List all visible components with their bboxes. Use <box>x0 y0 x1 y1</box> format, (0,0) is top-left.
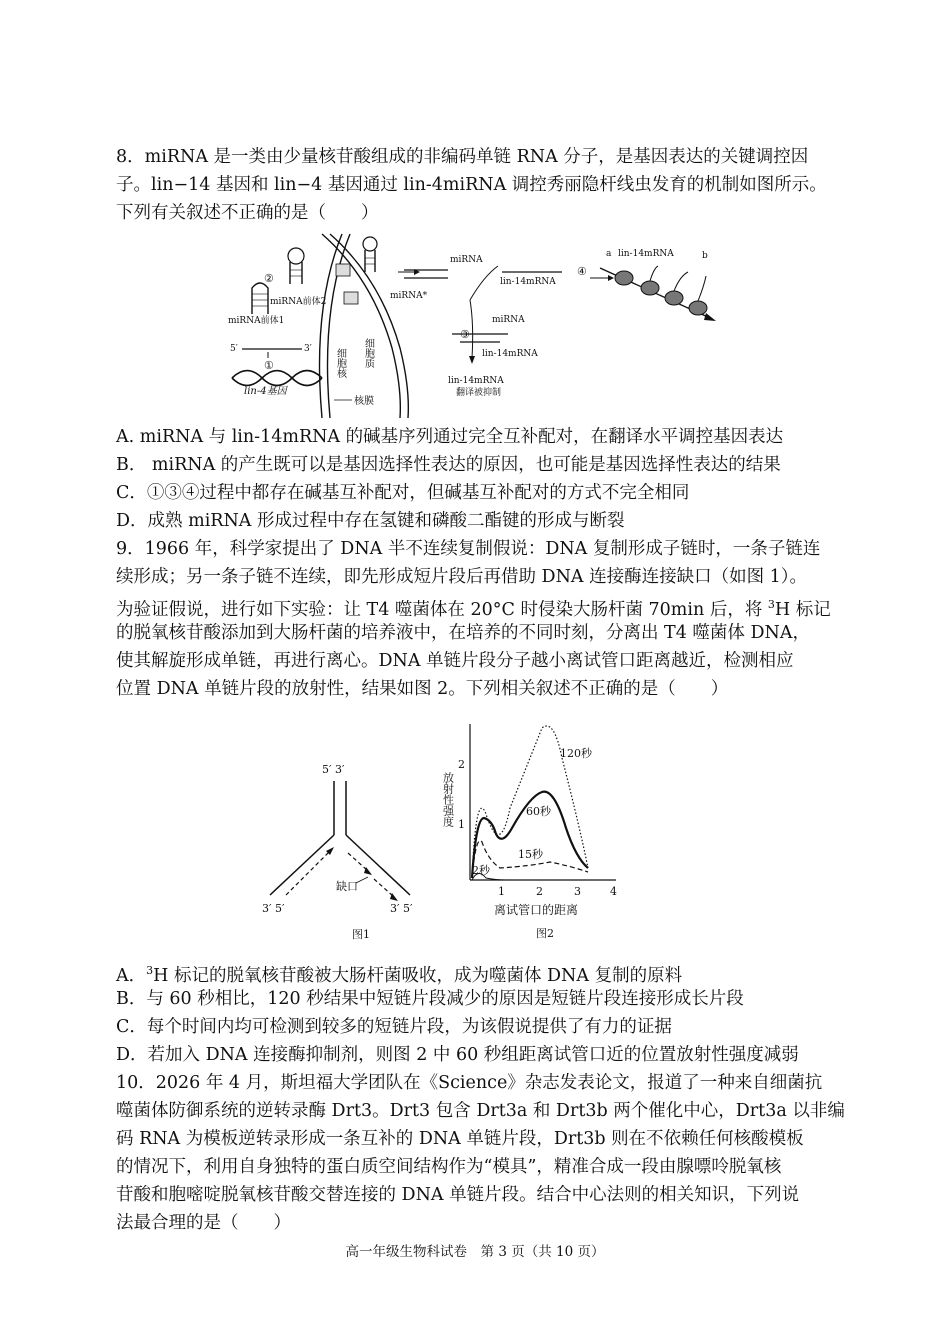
x-tick-1: 1 <box>498 885 505 898</box>
fig1-caption: 图1 <box>352 928 370 941</box>
step1-label: ① <box>264 359 274 372</box>
curve-label-120s: 120秒 <box>560 747 592 760</box>
mirna-label: miRNA <box>450 255 483 265</box>
curve-label-15s: 15秒 <box>518 848 543 861</box>
mirna-star-label: miRNA* <box>390 291 428 301</box>
q8-mirna-figure <box>222 228 727 422</box>
q10-stem-line-3: 码 RNA 为模板逆转录形成一条互补的 DNA 单链片段，Drt3b 则在不依赖任何核酸模板 <box>116 1129 804 1149</box>
x-tick-2: 2 <box>536 885 543 898</box>
inhibit-label-2: 翻译被抑制 <box>456 388 502 398</box>
q8-stem-line-3: 下列有关叙述不正确的是（ ） <box>116 203 379 223</box>
q9-stem-line-1: 9．1966 年，科学家提出了 DNA 半不连续复制假说：DNA 复制形成子链时，一条子链连 <box>116 539 821 559</box>
curve-label-60s: 60秒 <box>526 805 551 818</box>
h3-superscript-a: 3 <box>146 964 154 977</box>
q8-stem-line-1: 8．miRNA 是一类由少量核苷酸组成的非编码单链 RNA 分子，是基因表达的关键调控因 <box>116 147 809 167</box>
q8-option-b: B． miRNA 的产生既可以是基因选择性表达的原因，也可能是基因选择性表达的结果 <box>116 455 781 475</box>
x-tick-3: 3 <box>574 885 581 898</box>
q9-figure-2 <box>430 718 630 943</box>
q9-option-b: B．与 60 秒相比，120 秒结果中短链片段减少的原因是短链片段连接形成长片段 <box>116 989 744 1009</box>
x-axis-label: 离试管口的距离 <box>494 903 579 917</box>
q8-option-a: A. miRNA 与 lin-14mRNA 的碱基序列通过完全互补配对，在翻译水平调控基因表达 <box>116 427 784 447</box>
q9-option-d: D．若加入 DNA 连接酶抑制剂，则图 2 中 60 秒组距离试管口近的位置放射性强度减弱 <box>116 1045 799 1065</box>
precursor1-label: miRNA前体1 <box>228 316 285 326</box>
y-tick-2: 2 <box>458 758 465 771</box>
mirna-label-2: miRNA <box>492 315 525 325</box>
step4-label: ④ <box>577 265 587 278</box>
page-footer: 高一年级生物科试卷 第 3 页（共 10 页） <box>345 1244 605 1260</box>
h3-superscript: 3 <box>767 598 775 611</box>
q9-stem-line-5: 使其解旋形成单链，再进行离心。DNA 单链片段分子越小离试管口距离越近，检测相应 <box>116 651 794 671</box>
lin14-label: lin-14mRNA <box>500 277 556 287</box>
q10-stem-line-5: 苷酸和胞嘧啶脱氧核苷酸交替连接的 DNA 单链片段。结合中心法则的相关知识，下列说 <box>116 1185 800 1205</box>
end-label: 5′ <box>230 344 238 354</box>
q10-stem-line-1: 10．2026 年 4 月，斯坦福大学团队在《Science》杂志发表论文，报道了一种来自细菌抗 <box>116 1073 823 1093</box>
x-tick-4: 4 <box>610 885 617 898</box>
inhibit-label-1: lin-14mRNA <box>448 376 504 386</box>
q8-option-c: C．①③④过程中都存在碱基互补配对，但碱基互补配对的方式不完全相同 <box>116 483 690 503</box>
membrane-label: 核膜 <box>354 396 374 407</box>
q9-stem-line-4: 的脱氧核苷酸添加到大肠杆菌的培养液中，在培养的不同时刻，分离出 T4 噬菌体 DNA， <box>116 623 810 643</box>
curve-label-2s: 2秒 <box>472 864 490 877</box>
q9-stem-line-3: 为验证假说，进行如下实验：让 T4 噬菌体在 20°C 时侵染大肠杆菌 70min 后，将 $^3$H 标记 <box>116 598 831 620</box>
q9-stem-line-2: 续形成；另一条子链不连续，即先形成短片段后再借助 DNA 连接酶连接缺口（如图 1）。 <box>116 567 808 587</box>
q10-stem-line-4: 的情况下，利用自身独特的蛋白质空间结构作为“模具”，精准合成一段由腺嘌呤脱氧核 <box>116 1157 782 1177</box>
y-axis-label: 放射性强度 <box>441 772 455 827</box>
q9-stem-line-6: 位置 DNA 单链片段的放射性，结果如图 2。下列相关叙述不正确的是（ ） <box>116 679 729 699</box>
lin14-label-2: lin-14mRNA <box>482 349 538 359</box>
step3-label: ③ <box>460 328 470 341</box>
q9-option-c: C．每个时间内均可检测到较多的短链片段，为该假说提供了有力的证据 <box>116 1017 672 1037</box>
step2-label: ② <box>264 272 274 285</box>
q8-stem-line-2: 子。lin−14 基因和 lin−4 基因通过 lin-4miRNA 调控秀丽隐杆线虫发育的机制如图所示。 <box>116 175 827 195</box>
gene-label: lin-4基因 <box>244 386 287 397</box>
y-tick-1: 1 <box>458 818 465 831</box>
cytoplasm-label: 细胞质 <box>362 338 374 368</box>
gap-label: 缺口 <box>336 880 358 893</box>
nucleus-label: 细胞核 <box>334 348 346 378</box>
fig1-top-labels: 5′ 3′ <box>322 763 345 776</box>
q9-option-a: A．$^3$H 标记的脱氧核苷酸被大肠杆菌吸收，成为噬菌体 DNA 复制的原料 <box>116 964 683 986</box>
q10-stem-line-2: 噬菌体防御系统的逆转录酶 Drt3。Drt3 包含 Drt3a 和 Drt3b 两个催化中心，Drt3a 以非编 <box>116 1101 845 1121</box>
q8-option-d: D．成熟 miRNA 形成过程中存在氢键和磷酸二酯键的形成与断裂 <box>116 511 625 531</box>
q10-stem-line-6: 法最合理的是（ ） <box>116 1213 291 1233</box>
q9-figure-1 <box>258 755 433 945</box>
fig1-left-bottom: 3′ 5′ <box>262 902 285 915</box>
mark-a: a <box>606 249 612 259</box>
lin14-label-3: lin-14mRNA <box>618 249 674 259</box>
fig1-right-bottom: 3′ 5′ <box>390 902 413 915</box>
fig2-caption: 图2 <box>536 927 554 940</box>
end-label: 3′ <box>304 344 312 354</box>
precursor2-label: miRNA前体2 <box>270 297 327 307</box>
mark-b: b <box>702 251 708 261</box>
